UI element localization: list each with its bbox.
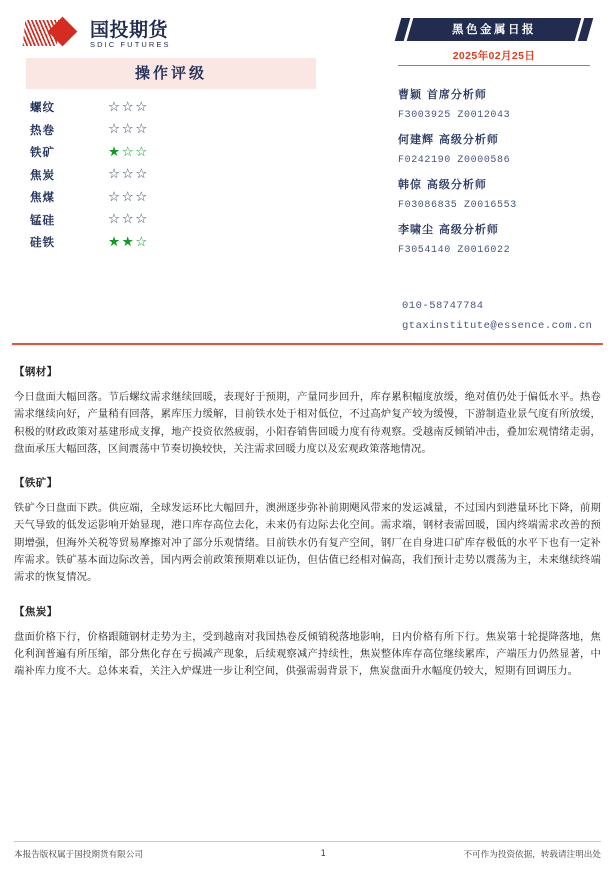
star-empty-icon: ☆ xyxy=(135,166,149,182)
footer-copyright: 本报告版权属于国投期货有限公司 xyxy=(14,850,143,860)
analyst-license-code: F3054140 Z0016022 xyxy=(398,245,511,256)
star-empty-icon: ☆ xyxy=(121,188,136,205)
contact-email[interactable]: gtaxinstitute@essence.com.cn xyxy=(402,320,593,332)
rating-row xyxy=(26,141,316,164)
rating-stars xyxy=(108,143,149,160)
analyst-license-code: F03086835 Z0016553 xyxy=(398,200,517,211)
section-paragraph: 盘面价格下行，价格跟随钢材走势为主，受到越南对我国热卷反倾销税落地影响，日内价格有所下行。焦炭第十轮提降落地，焦化利润普遍有所压缩，部分焦化存在亏损减产现象，后续观察减产持续性，焦炭整体库存高位继续累库，产端压力仍然显著，中端补库力度不大。总体来看，关注入炉煤进一步让利空间，供强需弱背景下，焦炭盘面升水幅度仍较大，短期有回调压力。 xyxy=(14,630,601,678)
star-empty-icon: ☆ xyxy=(108,188,122,205)
star-empty-icon: ☆ xyxy=(108,98,122,115)
report-date: 2025年02月25日 xyxy=(452,50,536,62)
rating-row-label: 螺纹 xyxy=(30,100,55,115)
footer-page-number: 1 xyxy=(320,849,326,859)
contact-block xyxy=(402,300,614,340)
company-logo xyxy=(24,14,171,48)
section-paragraph: 今日盘面大幅回落。节后螺纹需求继续回暖，表现好于预期，产量同步回升，库存累积幅度放缓，绝对值仍处于偏低水平。热卷需求继续向好，产量稍有回落，累库压力缓解，目前铁水处于相对低位，不过高炉复产较为缓慢，下游制造业景气度有所放缓，积极的财政政策对基建形成支撑，地产投资依然疲弱，小阳春销售回暖力度有待观察。受越南反倾销冲击，叠加宏观情绪走弱，盘面承压大幅回落，区间震荡中节奏切换较快，关注需求回暖力度以及宏观政策落地情况。 xyxy=(14,391,601,455)
section-heading: 【钢材】 xyxy=(14,366,58,378)
footer-divider xyxy=(14,841,601,842)
rating-row-label: 焦煤 xyxy=(30,190,55,205)
star-empty-icon: ☆ xyxy=(108,211,122,227)
commentary-section xyxy=(14,604,601,681)
footer-disclaimer: 不可作为投资依据，转载请注明出处 xyxy=(463,850,601,860)
star-empty-icon: ☆ xyxy=(135,143,149,160)
contact-phone: 010-58747784 xyxy=(402,300,484,312)
star-empty-icon: ☆ xyxy=(121,143,136,160)
rating-row xyxy=(26,164,316,187)
rating-stars xyxy=(108,213,149,227)
analyst-name: 何建辉 高级分析师 xyxy=(398,133,499,146)
star-empty-icon: ☆ xyxy=(121,166,136,182)
star-empty-icon: ☆ xyxy=(135,211,149,227)
rating-row-label: 焦炭 xyxy=(30,167,55,182)
analyst-name: 李啸尘 高级分析师 xyxy=(398,223,499,236)
report-header xyxy=(0,0,615,348)
operation-rating-panel xyxy=(26,58,316,254)
star-empty-icon: ☆ xyxy=(135,98,149,115)
rating-stars xyxy=(108,233,149,250)
logo-text xyxy=(90,18,171,49)
star-filled-icon: ★ xyxy=(121,233,136,250)
analyst-license-code: F3003925 Z0012043 xyxy=(398,110,511,121)
section-heading: 【焦炭】 xyxy=(14,605,58,618)
rating-row xyxy=(26,209,316,232)
section-heading: 【铁矿】 xyxy=(14,477,58,490)
star-empty-icon: ☆ xyxy=(121,211,136,227)
star-empty-icon: ☆ xyxy=(108,166,122,182)
logo-name-cn: 国投期货 xyxy=(90,18,169,41)
rating-rows xyxy=(26,96,316,254)
analyst-license-code: F0242190 Z0000586 xyxy=(398,155,511,166)
logo-name-en: SDIC FUTURES xyxy=(90,39,171,49)
analyst-name: 韩倞 高级分析师 xyxy=(398,178,487,191)
star-empty-icon: ☆ xyxy=(121,121,136,137)
sdic-logo-mark-icon xyxy=(24,18,88,48)
rating-stars xyxy=(108,98,149,115)
rating-stars xyxy=(108,123,149,137)
rating-row xyxy=(26,96,316,119)
rating-stars xyxy=(108,188,149,205)
date-divider xyxy=(398,65,590,66)
star-filled-icon: ★ xyxy=(108,233,122,250)
rating-row-label: 锰硅 xyxy=(30,212,55,227)
report-body xyxy=(14,364,601,698)
header-divider xyxy=(12,343,603,345)
analyst-name: 曹颖 首席分析师 xyxy=(398,88,487,101)
section-paragraph: 铁矿今日盘面下跌。供应端，全球发运环比大幅回升，澳洲逐步弥补前期飓风带来的发运减量，不过国内到港量环比下降，前期天气导致的低发运影响开始显现，港口库存高位去化，未来仍有边际去化空间。需求端，钢材表需回暖，国内终端需求改善的预期增强，但海外关税等贸易摩擦对冲了部分乐观情绪。目前铁水仍有复产空间，钢厂在自身进口矿库存极低的水平下也有一定补库需求。铁矿基本面边际改善，国内两会前政策预期难以证伪，但估值已经相对偏高，我们预计走势以震荡为主，未来继续终端需求的恢复情况。 xyxy=(14,502,601,584)
page-footer xyxy=(14,848,601,860)
star-empty-icon: ☆ xyxy=(135,188,149,205)
star-empty-icon: ☆ xyxy=(135,121,149,137)
commentary-section xyxy=(14,475,601,586)
rating-stars xyxy=(108,168,149,182)
rating-row-label: 铁矿 xyxy=(30,145,55,160)
rating-row-label: 热卷 xyxy=(30,122,55,137)
star-empty-icon: ☆ xyxy=(135,233,149,250)
rating-row xyxy=(26,186,316,209)
rating-row-label: 硅铁 xyxy=(30,235,55,250)
rating-row xyxy=(26,119,316,142)
report-title: 黑色金属日报 xyxy=(452,22,536,36)
star-empty-icon: ☆ xyxy=(108,121,122,137)
commentary-section xyxy=(14,364,601,458)
analyst-list xyxy=(398,86,608,266)
star-filled-icon: ★ xyxy=(108,143,122,160)
rating-row xyxy=(26,231,316,254)
star-empty-icon: ☆ xyxy=(121,98,136,115)
rating-panel-title: 操作评级 xyxy=(26,58,316,89)
